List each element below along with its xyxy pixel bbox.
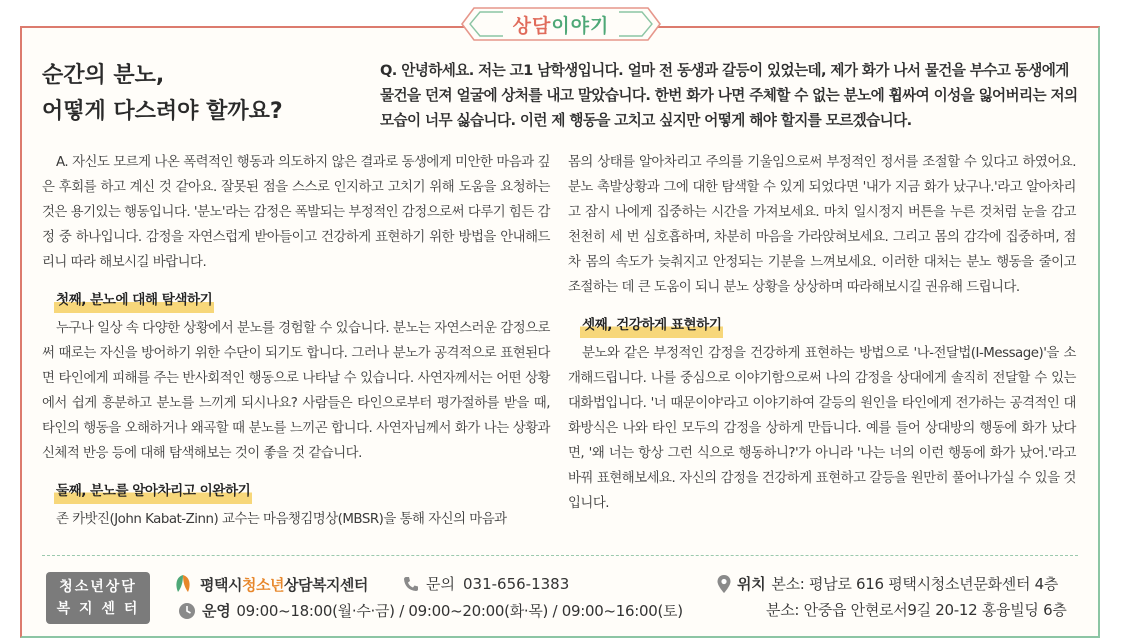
center-logo (172, 573, 368, 595)
question-text: Q. 안녕하세요. 저는 고1 남학생입니다. 얼마 전 동생과 갈등이 있었는데, 제가 화가 나서 물건을 부수고 동생에게 물건을 던져 얼굴에 상처를 내고 말았습니다. 한번 화가 나면 주체할 수 없는 분노에 휩싸여 이성을 잃어버리는 저의 모습이 너무 싫습니다. 이런 제 행동을 고치고 싶지만 어떻게 해야 할지를 모르겠습니다. (380, 62, 1078, 129)
footer-divider (42, 555, 1078, 556)
article-headline (42, 58, 362, 130)
center-badge-line1: 청소년상담 (59, 579, 137, 595)
section-title-part2: 이야기 (551, 14, 610, 37)
hours-label: 운영 (202, 602, 231, 620)
center-logo-icon (172, 573, 194, 595)
answer-column-right (568, 150, 1076, 516)
clock-icon (178, 602, 196, 620)
operating-hours (178, 600, 683, 621)
location-label: 위치 (737, 575, 766, 593)
phone-icon (402, 575, 420, 593)
location-pin-icon (716, 574, 732, 594)
section3-title: 셋째, 건강하게 표현하기 (580, 313, 723, 338)
location-branch: 분소: 안중읍 안현로서9길 20-12 홍융빌딩 6층 (766, 601, 1067, 619)
center-badge-line2: 복 지 센 터 (56, 601, 140, 617)
section1-body: 누구나 일상 속 다양한 상황에서 분노를 경험할 수 있습니다. 분노는 자연스러운 감정으로써 때로는 자신을 방어하기 위한 수단이 되기도 합니다. 그러나 분노가 공격적으로 표현된다면 타인에게 피해를 주는 반사회적인 행동으로 나타날 수 있습니다. 사연자께서는 어떤 상황에서 쉽게 흥분하고 분노를 느끼게 되시나요? 사람들은 타인으로부터 평가절하를 받을 때, 타인의 행동을 오해하거나 왜곡할 때 분노를 느끼곤 합니다. 사연자님께서 화가 나는 상황과 신체적 반응 등에 대해 탐색해보는 것이 좋을 것 같습니다. (42, 321, 550, 461)
section2-title: 둘째, 분노를 알아차리고 이완하기 (54, 479, 252, 504)
hours-value: 09:00~18:00(월·수·금) / 09:00~20:00(화·목) / 09:00~16:00(토) (236, 602, 683, 620)
phone-number: 031-656-1383 (462, 574, 570, 593)
center-name (200, 574, 368, 595)
section3-body: 분노와 같은 부정적인 감정을 건강하게 표현하는 방법으로 '나-전달법(I-Message)'을 소개해드립니다. 나를 중심으로 이야기함으로써 나의 감정을 상대에게 솔직히 전달할 수 있는 대화법입니다. '너 때문이야'라고 이야기하여 갈등의 원인을 타인에게 전가하는 공격적인 대화방식은 나와 타인 모두의 감정을 상하게 만듭니다. 예를 들어 상대방의 행동에 화가 났다면, '왜 너는 항상 그런 식으로 행동하니?'가 아니라 '나는 너의 이런 행동에 화가 났어.'라고 바꿔 표현해보세요. 자신의 감정을 건강하게 표현하고 갈등을 원만히 풀어나가실 수 있을 것입니다. (568, 346, 1076, 511)
location-main: 본소: 평남로 616 평택시청소년문화센터 4층 (771, 575, 1059, 593)
section2-body: 존 카밧진(John Kabat-Zinn) 교수는 마음챙김명상(MBSR)을 통해 자신의 마음과 (56, 512, 507, 527)
center-badge (46, 572, 150, 624)
phone-label: 문의 (426, 575, 455, 593)
section-title-part1: 상담 (512, 14, 552, 37)
center-location (716, 573, 1067, 620)
section2-continued: 몸의 상태를 알아차리고 주의를 기울임으로써 부정적인 정서를 조절할 수 있다고 하였어요. 분노 촉발상황과 그에 대한 탐색할 수 있게 되었다면 '내가 지금 화가 났구나.'라고 알아차리고 잠시 나에게 집중하는 시간을 가져보세요. 마치 일시정지 버튼을 누른 것처럼 눈을 감고 천천히 세 번 심호흡하며, 차분히 마음을 가라앉혀보세요. 그리고 몸의 감각에 집중하며, 점차 몸의 속도가 늦춰지고 안정되는 기분을 느껴보세요. 이러한 대처는 분노 행동을 줄이고 조절하는 데 큰 도움이 되니 분노 상황을 상상하며 따라해보시길 권유해 드립니다. (568, 155, 1076, 295)
section-title (503, 11, 620, 38)
section-title-badge (460, 6, 662, 42)
center-name-suffix: 상담복지센터 (283, 575, 368, 594)
headline-line1: 순간의 분노, (42, 63, 165, 88)
answer-intro: A. 자신도 모르게 나온 폭력적인 행동과 의도하지 않은 결과로 동생에게 미안한 마음과 깊은 후회를 하고 계신 것 같아요. 잘못된 점을 스스로 인지하고 고치기 위해 도움을 요청하는 것은 용기있는 행동입니다. '분노'라는 감정은 폭발되는 부정적인 감정으로써 다루기 힘든 감정 중 하나입니다. 감정을 자연스럽게 받아들이고 건강하게 표현하기 위한 방법을 안내해드리니 따라 해보시길 바랍니다. (42, 155, 550, 270)
center-name-highlight: 청소년 (241, 575, 284, 594)
contact-phone (402, 573, 569, 594)
headline-line2: 어떻게 다스려야 할까요? (42, 99, 283, 124)
answer-column-left (42, 150, 550, 532)
section1-title: 첫째, 분노에 대해 탐색하기 (54, 288, 214, 313)
center-name-prefix: 평택시 (200, 575, 242, 594)
